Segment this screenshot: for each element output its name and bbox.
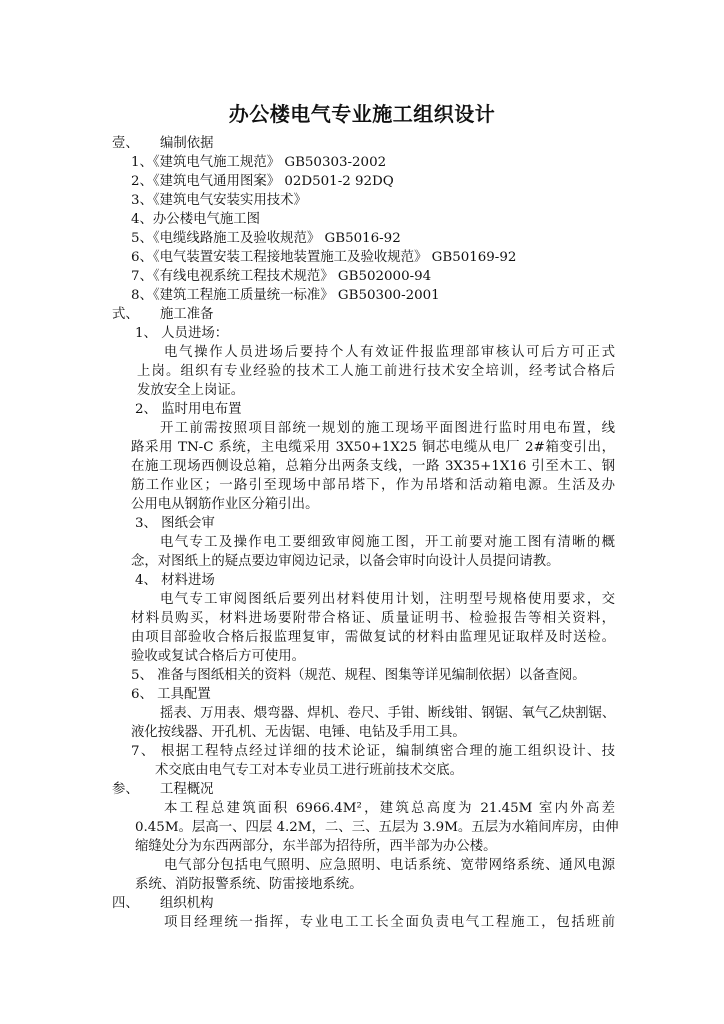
basis-item: 5、《电缆线路施工及验收规范》 GB5016-92 [131, 231, 401, 246]
basis-item: 3、《建筑电气安装实用技术》 [131, 193, 307, 208]
overview-line: 系统、消防报警系统、防雷接地系统。 [135, 877, 363, 892]
section-4-label: 四、 [112, 896, 139, 911]
prep-item-2-line: 路采用 TN-C 系统，主电缆采用 3X50+1X25 铜芯电缆从电厂 2#箱变引出， [131, 440, 615, 455]
prep-item-3-line: 电气专工及操作电工要细致审阅施工图，开工前要对施工图有清晰的概 [160, 535, 615, 550]
basis-item: 7、《有线电视系统工程技术规范》 GB502000-94 [131, 269, 432, 284]
prep-item-6-heading: 6、 工具配置 [131, 687, 211, 702]
basis-item: 4、办公楼电气施工图 [131, 212, 261, 227]
prep-item-1-line: 发放安全上岗证。 [137, 383, 245, 398]
section-2-label: 式、 [112, 307, 139, 322]
overview-line: 缩缝处分为东西两部分，东半部为招待所，西半部为办公楼。 [135, 839, 497, 854]
prep-item-2-heading: 2、 监时用电布置 [135, 402, 242, 417]
prep-item-5-heading: 5、 准备与图纸相关的资料（规范、规程、图集等详见编制依据）以备查阅。 [131, 668, 586, 683]
org-line: 项目经理统一指挥，专业电工工长全面负责电气工程施工，包括班前 [164, 915, 615, 930]
prep-item-4-line: 由项目部验收合格后报监理复审，需做复试的材料由监理见证取样及时送检。 [131, 630, 615, 645]
section-2-title: 施工准备 [160, 307, 214, 322]
overview-line: 本工程总建筑面积 6966.4M²，建筑总高度为 21.45M 室内外高差 [164, 801, 615, 816]
section-4-title: 组织机构 [160, 896, 214, 911]
overview-line: 电气部分包括电气照明、应急照明、电话系统、宽带网络系统、通风电源 [164, 858, 615, 873]
prep-item-1-heading: 1、 人员进场： [135, 326, 229, 341]
prep-item-4-line: 验收或复试合格后方可使用。 [131, 649, 306, 664]
overview-line: 0.45M。层高一、四层 4.2M，二、三、五层为 3.9M。五层为水箱间库房，由伸 [135, 820, 619, 835]
basis-item: 1、《建筑电气施工规范》 GB50303-2002 [131, 155, 387, 170]
prep-item-7-heading: 7、 根据工程特点经过详细的技术论证，编制缜密合理的施工组织设计、技 [131, 744, 615, 759]
prep-item-4-line: 电气专工审阅图纸后要列出材料使用计划，注明型号规格使用要求，交 [160, 592, 615, 607]
prep-item-4-line: 材料员购买，材料进场要附带合格证、质量证明书、检验报告等相关资料， [131, 611, 615, 626]
prep-item-2-line: 在施工现场西侧设总箱，总箱分出两条支线，一路 3X35+1X16 引至木工、钢 [131, 459, 615, 474]
section-1-label: 壹、 [112, 136, 139, 151]
section-3-title: 工程概况 [160, 782, 214, 797]
prep-item-2-line: 开工前需按照项目部统一规划的施工现场平面图进行监时用电布置，线 [160, 421, 615, 436]
prep-item-3-line: 念，对图纸上的疑点要边审阅边记录，以备会审时向设计人员提问请教。 [131, 554, 560, 569]
prep-item-1-line: 上岗。组织有专业经验的技术工人施工前进行技术安全培训，经考试合格后 [137, 364, 615, 379]
basis-item: 8、《建筑工程施工质量统一标准》 GB50300-2001 [131, 288, 440, 303]
basis-item: 6、《电气装置安装工程接地装置施工及验收规范》 GB50169-92 [131, 250, 517, 265]
prep-item-7-line: 术交底由电气专工对本专业员工进行班前技术交底。 [155, 763, 463, 778]
prep-item-6-line: 摇表、万用表、煨弯器、焊机、卷尺、手钳、断线钳、钢锯、氧气乙炔割锯、 [160, 706, 616, 721]
document-title: 办公楼电气专业施工组织设计 [228, 102, 496, 126]
prep-item-2-line: 公用电从钢筋作业区分箱引出。 [131, 497, 319, 512]
prep-item-6-line: 液化按线器、开孔机、无齿锯、电锤、电钻及手用工具。 [131, 725, 466, 740]
prep-item-4-heading: 4、 材料进场 [135, 573, 215, 588]
section-3-label: 参、 [112, 782, 139, 797]
prep-item-3-heading: 3、 图纸会审 [135, 516, 215, 531]
basis-item: 2、《建筑电气通用图案》 02D501-2 92DQ [131, 174, 394, 189]
section-1-title: 编制依据 [160, 136, 214, 151]
prep-item-2-line: 筋工作业区；一路引至现场中部吊塔下，作为吊塔和活动箱电源。生活及办 [131, 478, 615, 493]
prep-item-1-line: 电气操作人员进场后要持个人有效证件报监理部审核认可后方可正式 [164, 345, 615, 360]
